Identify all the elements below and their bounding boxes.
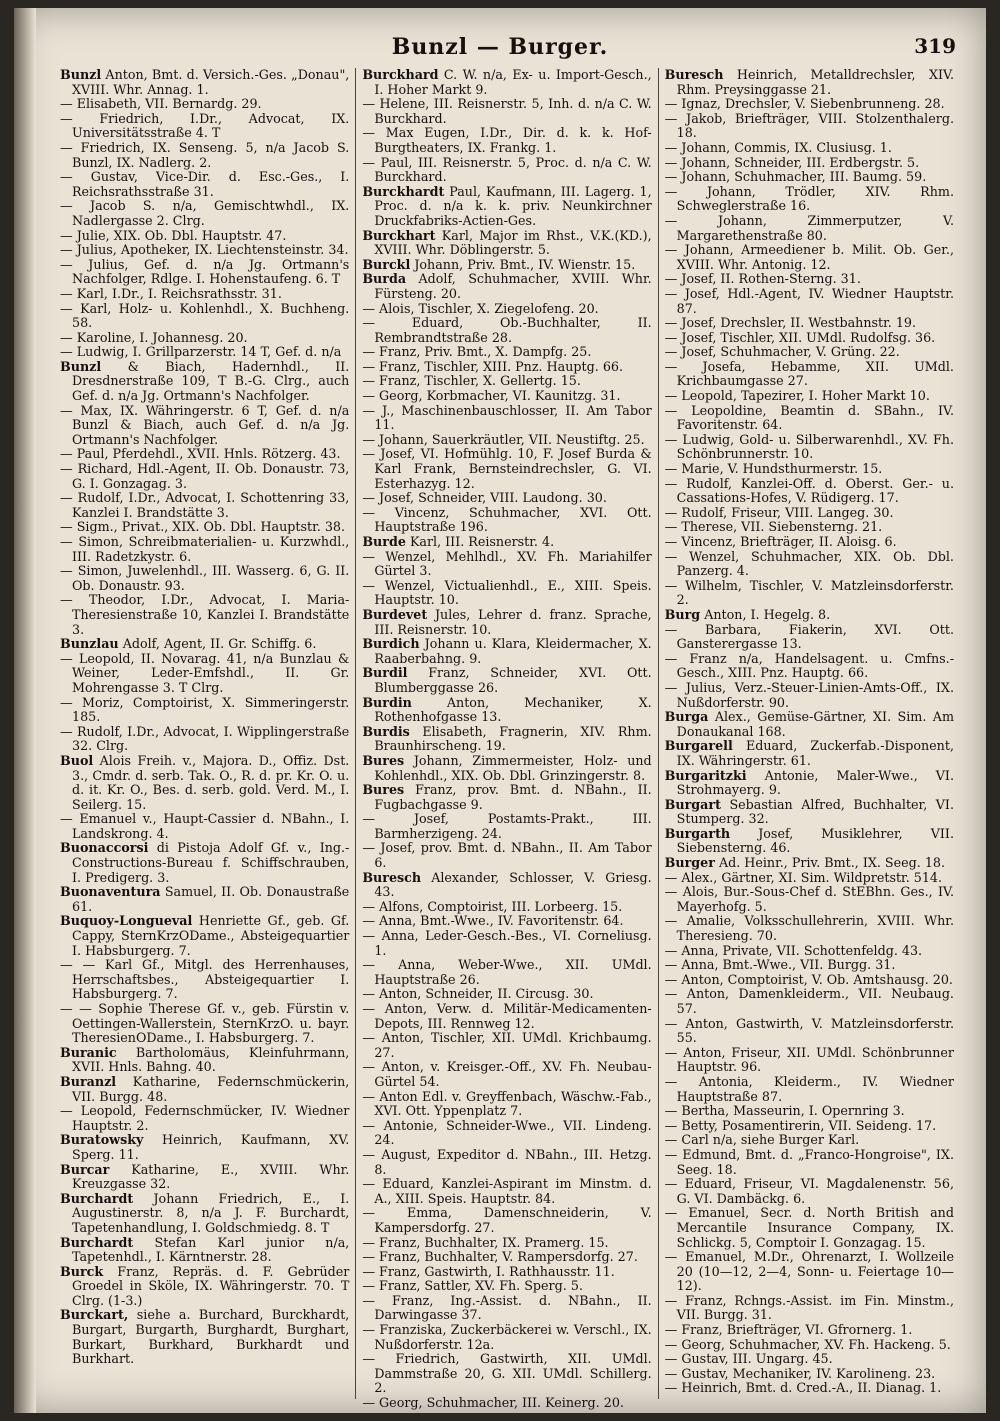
directory-entry: Burckhart Karl, Major im Rhst., V.K.(KD.), XVIII. Whr. Döblingerstr. 5. [362, 227, 652, 258]
directory-entry: Burck Franz, Repräs. d. F. Gebrüder Groedel in Sköle, IX. Währingerstr. 70. T Clrg. (1-3.) [60, 1263, 350, 1308]
entry-surname: Burckart, [60, 1307, 129, 1323]
column-middle [355, 67, 657, 1411]
directory-entry: — Franz, Sattler, XV. Fh. Sperg. 5. [362, 1278, 583, 1294]
directory-entry: — Antonie, Schneider-Wwe., VII. Lindeng. 24. [362, 1117, 652, 1148]
directory-entry: — Friedrich, I.Dr., Advocat, IX. Universitätsstraße 4. T [60, 110, 350, 141]
directory-entry: — Emma, Damenschneiderin, V. Kampersdorfg. 27. [362, 1205, 652, 1235]
directory-entry: — Karoline, I. Johannesg. 20. [60, 329, 248, 345]
entry-surname: Burga [664, 709, 709, 725]
directory-entry: — Alfons, Comptoirist, III. Lorbeerg. 15. [362, 898, 623, 914]
directory-entry: — Josefa, Hebamme, XII. UMdl. Krichbaumgasse 27. [664, 358, 954, 389]
directory-entry: — Anton, Comptoirist, V. Ob. Amtshausg. 20. [664, 971, 953, 987]
directory-page [14, 8, 986, 1413]
entry-surname: Buol [60, 752, 94, 768]
directory-entry: — Franz, Priv. Bmt., X. Dampfg. 25. [362, 344, 592, 360]
directory-entry: — Johann, Schneider, III. Erdbergstr. 5. [664, 154, 920, 170]
directory-entry: — Anton, Verw. d. Militär-Medicamenten-Depots, III. Rennweg 12. [362, 1001, 652, 1031]
directory-entry: — Anton, Schneider, II. Circusg. 30. [362, 986, 594, 1002]
directory-entry: — Johann, Armeediener b. Milit. Ob. Ger., XVIII. Whr. Antonig. 12. [664, 242, 954, 272]
directory-entry: — Barbara, Fiakerin, XVI. Ott. Gansterergasse 13. [664, 621, 954, 652]
directory-entry: — Anna, Bmt.-Wwe., VII. Burgg. 31. [664, 957, 896, 973]
directory-entry: — Anton, Friseur, XII. UMdl. Schönbrunner Hauptstr. 96. [664, 1044, 954, 1075]
directory-entry: — Karl, I.Dr., I. Reichsrathsstr. 31. [60, 285, 282, 301]
directory-entry: — Paul, III. Reisnerstr. 5, Proc. d. n/a C. W. Burckhard. [362, 154, 652, 185]
directory-entry: — Josef, VI. Hofmühlg. 10, F. Josef Burda & Karl Frank, Bernsteindrechsler, G. VI. Esterhazyg. 12. [362, 446, 652, 491]
directory-entry: — Eduard, Ob.-Buchhalter, II. Rembrandtstraße 28. [362, 315, 652, 345]
directory-entry: Bunzlau Adolf, Agent, II. Gr. Schiffg. 6. [60, 636, 317, 652]
directory-entry: Buonaventura Samuel, II. Ob. Donaustraße 61. [60, 884, 350, 914]
directory-entry: — Anton, Tischler, XII. UMdl. Krichbaumg. 27. [362, 1030, 652, 1060]
directory-entry: — Leopold, Federnschmücker, IV. Wiedner Hauptstr. 2. [60, 1103, 350, 1133]
directory-entry: — Johann, Zimmerputzer, V. Margarethenstraße 80. [664, 212, 954, 243]
directory-entry: Burckhard C. W. n/a, Ex- u. Import-Gesch., I. Hoher Markt 9. [362, 67, 652, 97]
directory-entry: — Leopold, II. Novarag. 41, n/a Bunzlau & Weiner, Leder-Emfshdl., II. Gr. Mohrengasse 3. T Clrg. [60, 650, 350, 695]
directory-entry: — Bertha, Masseurin, I. Opernring 3. [664, 1103, 905, 1119]
entry-surname: Buquoy-Longueval [60, 913, 193, 929]
directory-entry: — Anton, v. Kreisger.-Off., XV. Fh. Neubau-Gürtel 54. [362, 1059, 652, 1089]
page-number: 319 [914, 34, 956, 58]
directory-entry: Buol Alois Freih. v., Majora. D., Offiz. Dst. 3., Cmdr. d. serb. Tak. O., R. d. pr. Kr. O. u. d. it. Kr. O., Bes. d. serb. gold. Verd. M., I. Seilerg. 15. [60, 752, 350, 812]
directory-entry: — Richard, Hdl.-Agent, II. Ob. Donaustr. 73, G. I. Gonzagag. 3. [60, 461, 350, 491]
directory-entry: — Julie, XIX. Ob. Dbl. Hauptstr. 47. [60, 227, 287, 243]
directory-entry: — Julius, Gef. d. n/a Jg. Ortmann's Nachfolger, Rdlge. I. Hohenstaufeng. 6. T [60, 256, 350, 287]
directory-entry: — Theodor, I.Dr., Advocat, I. Maria-Theresienstraße 10, Kanzlei I. Brandstätte 3. [60, 592, 350, 637]
directory-entry: — Josef, Schneider, VIII. Laudong. 30. [362, 490, 607, 506]
directory-entry: — Ignaz, Drechsler, V. Siebenbrunneng. 28. [664, 96, 945, 112]
entry-surname: Burgarth [664, 825, 731, 841]
entry-surname: Buonaventura [60, 884, 161, 900]
directory-entry: — Moriz, Comptoirist, X. Simmeringerstr. 185. [60, 694, 350, 725]
directory-entry: — Rudolf, Kanzlei-Off. d. Oberst. Ger.- u. Cassations-Hofes, V. Rüdigerg. 17. [664, 475, 954, 506]
directory-entry: Burga Alex., Gemüse-Gärtner, XI. Sim. Am Donaukanal 168. [664, 709, 954, 739]
directory-entry: — Edmund, Bmt. d. „Franco-Hongroise", IX. Seeg. 18. [664, 1146, 954, 1177]
directory-entry: Burdin Anton, Mechaniker, X. Rothenhofgasse 13. [362, 694, 652, 725]
entry-surname: Bunzl [60, 358, 102, 374]
entry-surname: Burckhart [362, 227, 436, 243]
entry-surname: Burdis [362, 723, 410, 739]
directory-entry: — Marie, V. Hundsthurmerstr. 15. [664, 461, 883, 477]
directory-entry: — Simon, Schreibmaterialien- u. Kurzwhdl., III. Radetzkystr. 6. [60, 534, 350, 564]
directory-entry: — Amalie, Volksschullehrerin, XVIII. Whr. Theresieng. 70. [664, 913, 954, 944]
directory-entry: — Anna, Leder-Gesch.-Bes., VI. Corneliusg. 1. [362, 928, 652, 958]
directory-entry: — Wenzel, Victualienhdl., E., XIII. Speis. Hauptstr. 10. [362, 577, 652, 608]
directory-entry: — Georg, Schuhmacher, XV. Fh. Hackeng. 5. [664, 1336, 951, 1352]
directory-entry: — Josef, Tischler, XII. UMdl. Rudolfsg. 36. [664, 329, 936, 345]
directory-entry: Burger Ad. Heinr., Priv. Bmt., IX. Seeg. 18. [664, 855, 945, 871]
directory-entry: Burde Karl, III. Reisnerstr. 4. [362, 534, 555, 549]
directory-entry: — Josef, II. Rothen-Sterng. 31. [664, 271, 861, 287]
column-right [658, 68, 960, 1399]
entry-surname: Bures [362, 782, 405, 798]
directory-entry: — Josef, prov. Bmt. d. NBahn., II. Am Tabor 6. [362, 840, 652, 871]
entry-surname: Burckhardt [362, 183, 445, 199]
directory-entry: — Max Eugen, I.Dr., Dir. d. k. k. Hof-Burgtheaters, IX. Frankg. 1. [362, 125, 652, 155]
directory-entry: Buranic Bartholomäus, Kleinfuhrmann, XVII. Hnls. Bahng. 40. [60, 1044, 350, 1075]
directory-entry: — Franz n/a, Handelsagent. u. Cmfns.-Gesch., XIII. Pnz. Hauptg. 66. [664, 650, 954, 681]
directory-entry: Bunzl Anton, Bmt. d. Versich.-Ges. „Donau", XVIII. Whr. Annag. 1. [60, 67, 350, 97]
entry-surname: Burckl [362, 256, 411, 272]
directory-entry: — Eduard, Friseur, VI. Magdalenenstr. 56, G. VI. Dambäckg. 6. [664, 1176, 954, 1206]
directory-entry: — Franz, Gastwirth, I. Rathhausstr. 11. [362, 1263, 615, 1279]
entry-surname: Buonaccorsi [60, 840, 149, 856]
directory-entry: — Josef, Postamts-Prakt., III. Barmherzigeng. 24. [362, 811, 652, 841]
directory-entry: — Gustav, III. Ungarg. 45. [664, 1351, 833, 1367]
directory-entry: — Josef, Drechsler, II. Westbahnstr. 19. [664, 315, 917, 331]
entry-surname: Burdin [362, 694, 412, 710]
directory-entry: — J., Maschinenbauschlosser, II. Am Tabor 11. [362, 402, 652, 433]
column-left [54, 68, 355, 1399]
entry-surname: Burchardt [60, 1190, 134, 1206]
directory-entry: Burg Anton, I. Hegelg. 8. [664, 606, 831, 622]
directory-entry: Buranzl Katharine, Federnschmückerin, VII. Burgg. 48. [60, 1073, 350, 1104]
directory-entry: — Friedrich, Gastwirth, XII. UMdl. Dammstraße 20, G. XII. UMdl. Schillerg. 2. [362, 1351, 652, 1396]
directory-entry: Burgarth Josef, Musiklehrer, VII. Siebensterng. 46. [664, 825, 954, 856]
directory-entry: Bunzl & Biach, Hadernhdl., II. Dresdnerstraße 109, T B.-G. Clrg., auch Gef. d. n/a Jg. Ortmann's Nachfolger. [60, 358, 350, 404]
directory-entry: — Georg, Schuhmacher, III. Keinerg. 20. [362, 1395, 624, 1411]
directory-entry: Burdis Elisabeth, Fragnerin, XIV. Rhm. Braunhirscheng. 19. [362, 723, 652, 754]
directory-entry: Burgarell Eduard, Zuckerfab.-Disponent, IX. Währingerstr. 61. [664, 738, 954, 768]
directory-entry: Burda Adolf, Schuhmacher, XVIII. Whr. Fürsteng. 20. [362, 271, 652, 301]
directory-entry: — Wenzel, Mehlhdl., XV. Fh. Mariahilfer Gürtel 3. [362, 548, 652, 579]
directory-entry: — Emanuel, M.Dr., Ohrenarzt, I. Wollzeile 20 (10—12, 2—4, Sonn- u. Feiertage 10—12). [664, 1249, 954, 1294]
entry-surname: Burchardt [60, 1234, 134, 1250]
entry-surname: Buresch [362, 869, 422, 885]
directory-entry: — Johann, Commis, IX. Clusiusg. 1. [664, 139, 892, 155]
directory-entry: — Alois, Bur.-Sous-Chef d. StEBhn. Ges., IV. Mayerhofg. 5. [664, 884, 954, 914]
page-binding-shadow [14, 8, 36, 1413]
directory-entry: — Josef, Hdl.-Agent, IV. Wiedner Hauptstr. 87. [664, 285, 954, 316]
directory-entry: — August, Expeditor d. NBahn., III. Hetzg. 8. [362, 1146, 652, 1177]
directory-entry: — Jacob S. n/a, Gemischtwhdl., IX. Nadlergasse 2. Clrg. [60, 198, 350, 228]
directory-entry: — Betty, Posamentirerin, VII. Seideng. 17. [664, 1117, 937, 1133]
directory-entry: — Emanuel, Secr. d. North British and Mercantile Insurance Company, IX. Schlickg. 5, Comptoir I. Gonzagag. 15. [664, 1205, 954, 1250]
directory-entry: — Carl n/a, siehe Burger Karl. [664, 1132, 860, 1148]
entry-surname: Buranzl [60, 1073, 117, 1089]
directory-entry: — Leopold, Tapezirer, I. Hoher Markt 10. [664, 388, 930, 404]
directory-columns [54, 67, 960, 1411]
entry-surname: Burdil [362, 665, 408, 681]
directory-entry: — Josef, Schuhmacher, V. Grüng. 22. [664, 344, 900, 360]
directory-entry: Buonaccorsi di Pistoja Adolf Gf. v., Ing.-Constructions-Bureau f. Schiffschrauben, I. Predigerg. 3. [60, 840, 350, 885]
directory-entry: — Max, IX. Währingerstr. 6 T, Gef. d. n/a Bunzl & Biach, auch Gef. d. n/a Jg. Ortmann's Nachfolger. [60, 402, 350, 447]
entry-surname: Burde [362, 534, 406, 549]
directory-entry: — Ludwig, I. Grillparzerstr. 14 T, Gef. d. n/a [60, 344, 342, 360]
entry-surname: Burg [664, 606, 701, 622]
directory-entry: — Wilhelm, Tischler, V. Matzleinsdorferstr. 2. [664, 577, 954, 608]
entry-surname: Buratowsky [60, 1132, 144, 1148]
directory-entry: — Helene, III. Reisnerstr. 5, Inh. d. n/a C. W. Burckhard. [362, 96, 652, 126]
directory-entry: — Franziska, Zuckerbäckerei w. Verschl., IX. Nußdorferstr. 12a. [362, 1322, 652, 1352]
entry-surname: Burckhard [362, 67, 439, 82]
directory-entry: — Wenzel, Schuhmacher, XIX. Ob. Dbl. Panzerg. 4. [664, 548, 954, 579]
directory-entry: — Emanuel v., Haupt-Cassier d. NBahn., I. Landskrong. 4. [60, 811, 350, 841]
directory-entry: Bures Franz, prov. Bmt. d. NBahn., II. Fugbachgasse 9. [362, 782, 652, 812]
entry-surname: Buresch [664, 67, 724, 82]
directory-entry: Burdil Franz, Schneider, XVI. Ott. Blumberggasse 26. [362, 665, 652, 695]
directory-entry: — Simon, Juwelenhdl., III. Wasserg. 6, G. II. Ob. Donaustr. 93. [60, 563, 350, 593]
directory-entry: — Heinrich, Bmt. d. Cred.-A., II. Dianag. 1. [664, 1380, 942, 1396]
directory-entry: — Karl, Holz- u. Kohlenhdl., X. Buchheng. 58. [60, 300, 350, 331]
directory-entry: — — Sophie Therese Gf. v., geb. Fürstin v. Oettingen-Wallerstein, SternKrzO. u. bayr. TheresienODame., I. Habsburgerg. 7. [60, 1001, 350, 1046]
page-header [14, 30, 986, 70]
entry-surname: Burgarell [664, 738, 733, 754]
directory-entry: — Friedrich, IX. Senseng. 5, n/a Jacob S. Bunzl, IX. Nadlerg. 2. [60, 139, 350, 170]
directory-entry: — Rudolf, Friseur, VIII. Langeg. 30. [664, 504, 894, 520]
directory-entry: — Johann, Sauerkräutler, VII. Neustiftg. 25. [362, 431, 645, 447]
entry-surname: Burda [362, 271, 407, 287]
directory-entry: — Therese, VII. Siebensterng. 21. [664, 519, 883, 535]
directory-entry: — Anna, Weber-Wwe., XII. UMdl. Hauptstraße 26. [362, 957, 652, 987]
directory-entry: Burchardt Johann Friedrich, E., I. Augustinerstr. 8, n/a J. F. Burchardt, Tapetenhandlung, I. Goldschmiedg. 8. T [60, 1190, 350, 1235]
directory-entry: Burckhardt Paul, Kaufmann, III. Lagerg. 1, Proc. d. n/a k. k. priv. Neunkirchner Druckfabriks-Actien-Ges. [362, 183, 652, 228]
directory-entry: — Gustav, Vice-Dir. d. Esc.-Ges., I. Reichsrathsstraße 31. [60, 169, 350, 199]
directory-entry: Burdevet Jules, Lehrer d. franz. Sprache, III. Reisnerstr. 10. [362, 606, 652, 637]
entry-surname: Bures [362, 752, 405, 768]
entry-surname: Burck [60, 1263, 104, 1279]
directory-entry: — Ludwig, Gold- u. Silberwarenhdl., XV. Fh. Schönbrunnerstr. 10. [664, 431, 954, 462]
entry-surname: Burger [664, 855, 715, 871]
entry-surname: Burgart [664, 796, 721, 812]
directory-entry: — Anton Edl. v. Greyffenbach, Wäschw.-Fab., XVI. Ott. Yppenplatz 7. [362, 1088, 652, 1119]
directory-entry: — Anna, Bmt.-Wwe., IV. Favoritenstr. 64. [362, 913, 624, 929]
directory-entry: — Rudolf, I.Dr., Advocat, I. Wipplingerstraße 32. Clrg. [60, 723, 350, 754]
directory-entry: — Franz, Buchhalter, V. Rampersdorfg. 27. [362, 1249, 638, 1265]
entry-surname: Burdich [362, 636, 420, 652]
directory-entry: Buquoy-Longueval Henriette Gf., geb. Gf. Cappy, SternKrzODame., Absteigequartier I. Habsburgerg. 7. [60, 913, 350, 958]
directory-entry: — Eduard, Kanzlei-Aspirant im Minstm. d. A., XIII. Speis. Hauptstr. 84. [362, 1176, 652, 1206]
directory-entry: — Franz, Rchngs.-Assist. im Fin. Minstm., VII. Burgg. 31. [664, 1292, 954, 1323]
directory-entry: — Franz, Ing.-Assist. d. NBahn., II. Darwingasse 37. [362, 1292, 652, 1323]
directory-entry: — Franz, Tischler, X. Gellertg. 15. [362, 373, 581, 389]
directory-entry: — Franz, Buchhalter, IX. Pramerg. 15. [362, 1234, 609, 1250]
directory-entry: Burdich Johann u. Klara, Kleidermacher, X. Raaberbahng. 9. [362, 636, 652, 666]
directory-entry: — Johann, Trödler, XIV. Rhm. Schweglerstraße 16. [664, 183, 954, 214]
directory-entry: — Antonia, Kleiderm., IV. Wiedner Hauptstraße 87. [664, 1073, 954, 1104]
directory-entry: — Vincenz, Briefträger, II. Aloisg. 6. [664, 534, 897, 549]
directory-entry: — Alex., Gärtner, XI. Sim. Wildpretstr. 514. [664, 869, 943, 885]
directory-entry: — Anton, Gastwirth, V. Matzleinsdorferstr. 55. [664, 1015, 954, 1046]
directory-entry: Buratowsky Heinrich, Kaufmann, XV. Sperg. 11. [60, 1132, 350, 1162]
directory-entry: — Vincenz, Schuhmacher, XVI. Ott. Hauptstraße 196. [362, 504, 652, 535]
directory-entry: — Julius, Verz.-Steuer-Linien-Amts-Off., IX. Nußdorferstr. 90. [664, 679, 954, 710]
directory-entry: Burgaritzki Antonie, Maler-Wwe., VI. Strohmayerg. 9. [664, 767, 954, 798]
directory-entry: Burckart, siehe a. Burchard, Burckhardt, Burgart, Burgarth, Burghardt, Burghart, Burkart, Burkhard, Burkhardt und Burkhart. [60, 1307, 350, 1367]
directory-entry: — Gustav, Mechaniker, IV. Karolineng. 23. [664, 1365, 936, 1381]
directory-entry: Buresch Alexander, Schlosser, V. Griesg. 43. [362, 869, 652, 900]
directory-entry: — Elisabeth, VII. Bernardg. 29. [60, 96, 262, 112]
directory-entry: — Leopoldine, Beamtin d. SBahn., IV. Favoritenstr. 64. [664, 402, 954, 433]
directory-entry: Bures Johann, Zimmermeister, Holz- und Kohlenhdl., XIX. Ob. Dbl. Grinzingerstr. 8. [362, 752, 652, 783]
entry-surname: Burcar [60, 1161, 110, 1177]
directory-entry: — Johann, Schuhmacher, III. Baumg. 59. [664, 169, 927, 185]
directory-entry: — Rudolf, I.Dr., Advocat, I. Schottenring 33, Kanzlei I. Brandstätte 3. [60, 490, 350, 520]
directory-entry: — Sigm., Privat., XIX. Ob. Dbl. Hauptstr. 38. [60, 519, 346, 535]
entry-surname: Bunzlau [60, 636, 119, 652]
directory-entry: — Jakob, Briefträger, VIII. Stolzenthalerg. 18. [664, 110, 954, 141]
running-title: Bunzl — Burger. [391, 34, 609, 60]
directory-entry: Burchardt Stefan Karl junior n/a, Tapetenhdl., I. Kärntnerstr. 28. [60, 1234, 350, 1265]
directory-entry: Burckl Johann, Priv. Bmt., IV. Wienstr. 15. [362, 256, 636, 272]
entry-surname: Burgaritzki [664, 767, 747, 783]
directory-entry: — Alois, Tischler, X. Ziegelofeng. 20. [362, 300, 599, 316]
directory-entry: — Julius, Apotheker, IX. Liechtensteinstr. 34. [60, 242, 349, 258]
directory-entry: — Anna, Private, VII. Schottenfeldg. 43. [664, 942, 923, 958]
directory-entry: — Franz, Briefträger, VI. Gfrornerg. 1. [664, 1322, 913, 1338]
directory-entry: — Franz, Tischler, XIII. Pnz. Hauptg. 66. [362, 358, 623, 374]
entry-surname: Buranic [60, 1044, 117, 1060]
directory-entry: — Georg, Korbmacher, VI. Kaunitzg. 31. [362, 388, 621, 404]
directory-entry: Buresch Heinrich, Metalldrechsler, XIV. Rhm. Preysinggasse 21. [664, 67, 954, 97]
directory-entry: — Paul, Pferdehdl., XVII. Hnls. Rötzerg. 43. [60, 446, 341, 462]
entry-surname: Burdevet [362, 606, 428, 622]
directory-entry: Burcar Katharine, E., XVIII. Whr. Kreuzgasse 32. [60, 1161, 350, 1192]
directory-entry: — Anton, Damenkleiderm., VII. Neubaug. 57. [664, 986, 954, 1016]
entry-surname: Bunzl [60, 67, 102, 82]
directory-entry: — — Karl Gf., Mitgl. des Herrenhauses, Herrschaftsbes., Absteigequartier I. Habsburgerg. 7. [60, 957, 350, 1002]
directory-entry: Burgart Sebastian Alfred, Buchhalter, VI. Stumperg. 32. [664, 796, 954, 827]
